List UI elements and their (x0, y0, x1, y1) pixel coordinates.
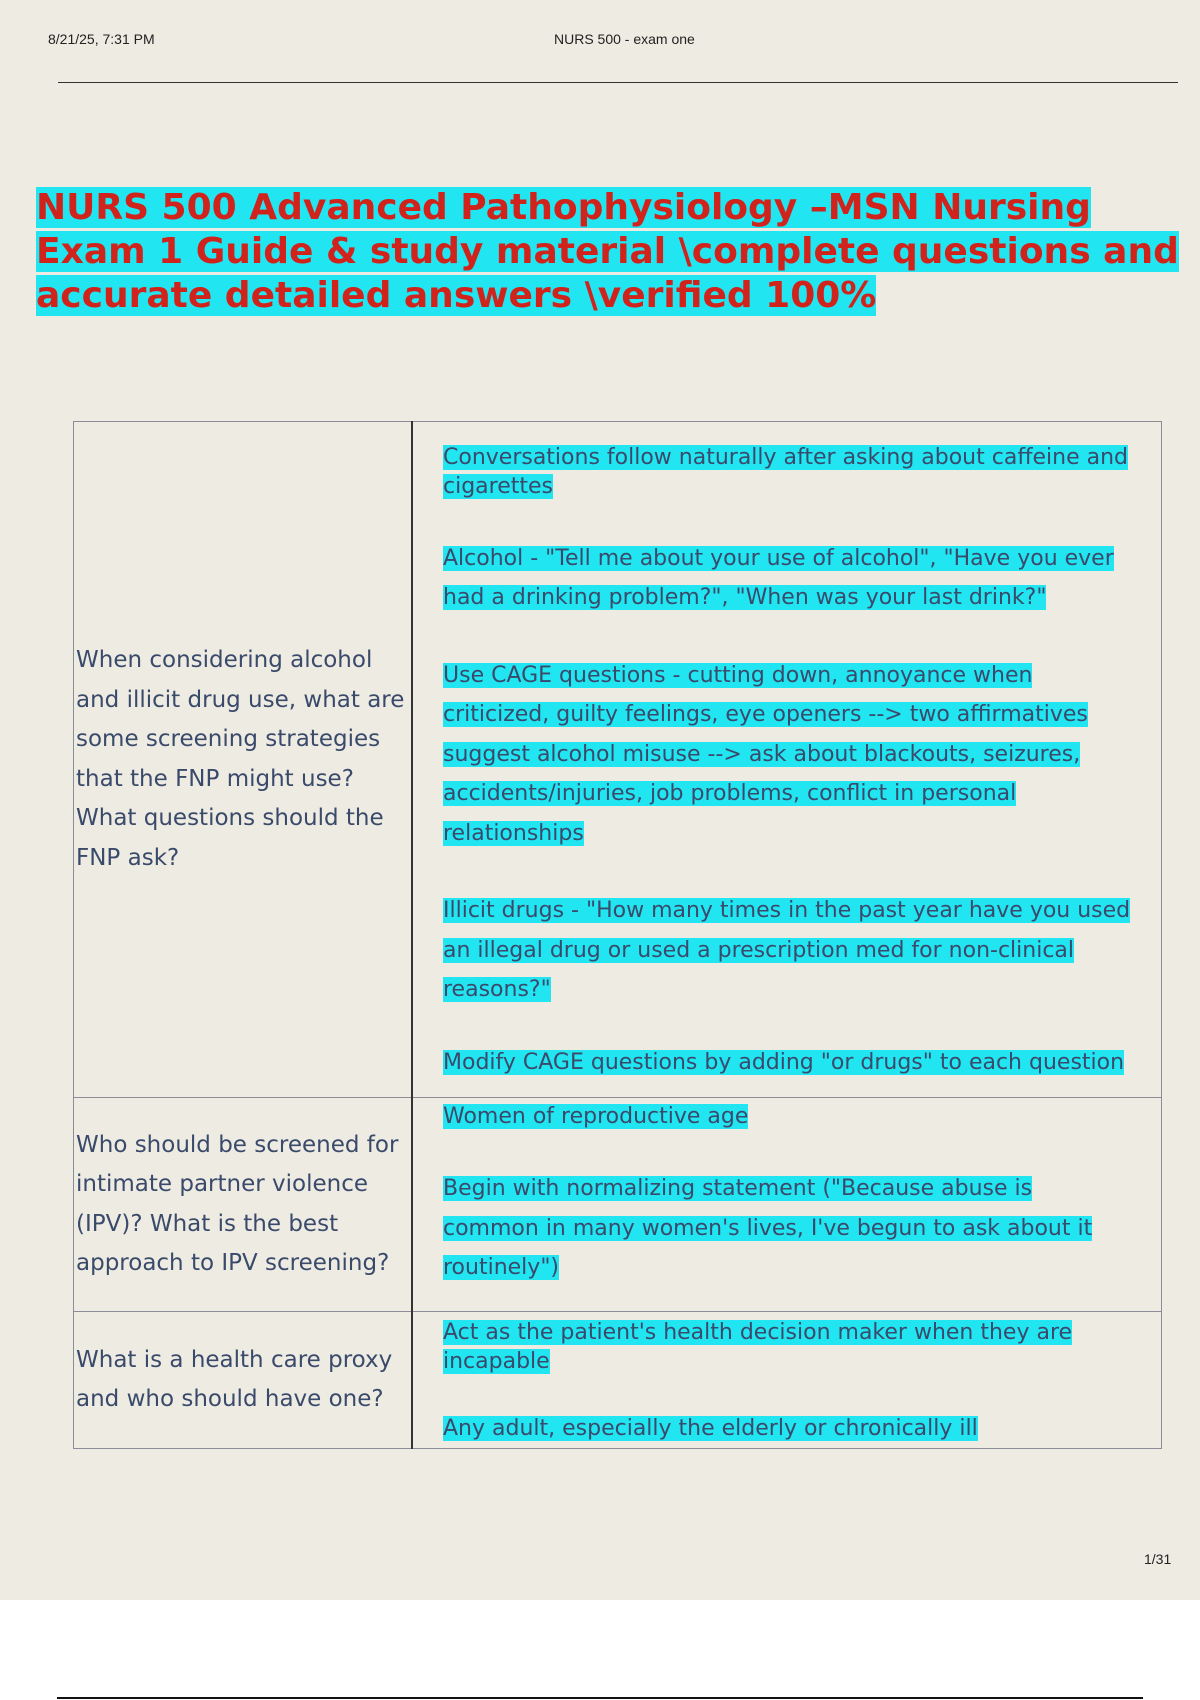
question-cell: When considering alcohol and illicit drug use, what are some screening strategies that the FNP might use? What questions should the FNP ask? (74, 422, 413, 1098)
answer-text: Use CAGE questions - cutting down, annoyance when criticized, guilty feelings, eye openers --> two affirmatives suggest alcohol misuse --> ask about blackouts, seizures, accidents/injuries, job problems, conflict in personal relationships (443, 662, 1088, 846)
question-cell: Who should be screened for intimate partner violence (IPV)? What is the best approach to IPV screening? (74, 1098, 413, 1312)
print-doc-title: NURS 500 - exam one (554, 31, 695, 47)
qa-table (73, 421, 1162, 1449)
answer-text: Alcohol - "Tell me about your use of alcohol", "Have you ever had a drinking problem?", "When was your last drink?" (443, 545, 1114, 610)
answer-text: Conversations follow naturally after asking about caffeine and cigarettes (443, 444, 1128, 499)
answer-text: Act as the patient's health decision maker when they are incapable (443, 1319, 1073, 1374)
table-row (74, 1312, 1162, 1449)
print-datetime: 8/21/25, 7:31 PM (48, 31, 155, 47)
document-title (36, 186, 1200, 318)
question-cell: What is a health care proxy and who should have one? (74, 1312, 413, 1449)
answer-text: Any adult, especially the elderly or chronically ill (443, 1415, 978, 1441)
answer-text: Modify CAGE questions by adding "or drugs" to each question (443, 1049, 1125, 1075)
answer-text: Women of reproductive age (443, 1104, 749, 1129)
answer-cell (412, 1098, 1162, 1312)
page-number: 1/31 (1144, 1551, 1172, 1567)
answer-cell (412, 422, 1162, 1098)
header-divider (58, 82, 1178, 83)
document-title-text: NURS 500 Advanced Pathophysiology –MSN Nursing Exam 1 Guide & study material \complete questions and accurate detailed answers \verified 100% (36, 187, 1179, 316)
answer-text: Begin with normalizing statement ("Because abuse is common in many women's lives, I've begun to ask about it routinely") (443, 1176, 1093, 1280)
table-row (74, 422, 1162, 1098)
answer-cell (412, 1312, 1162, 1449)
answer-text: Illicit drugs - "How many times in the past year have you used an illegal drug or used a prescription med for non-clinical reasons?" (443, 898, 1131, 1002)
table-row (74, 1098, 1162, 1312)
next-page-divider (57, 1697, 1143, 1699)
